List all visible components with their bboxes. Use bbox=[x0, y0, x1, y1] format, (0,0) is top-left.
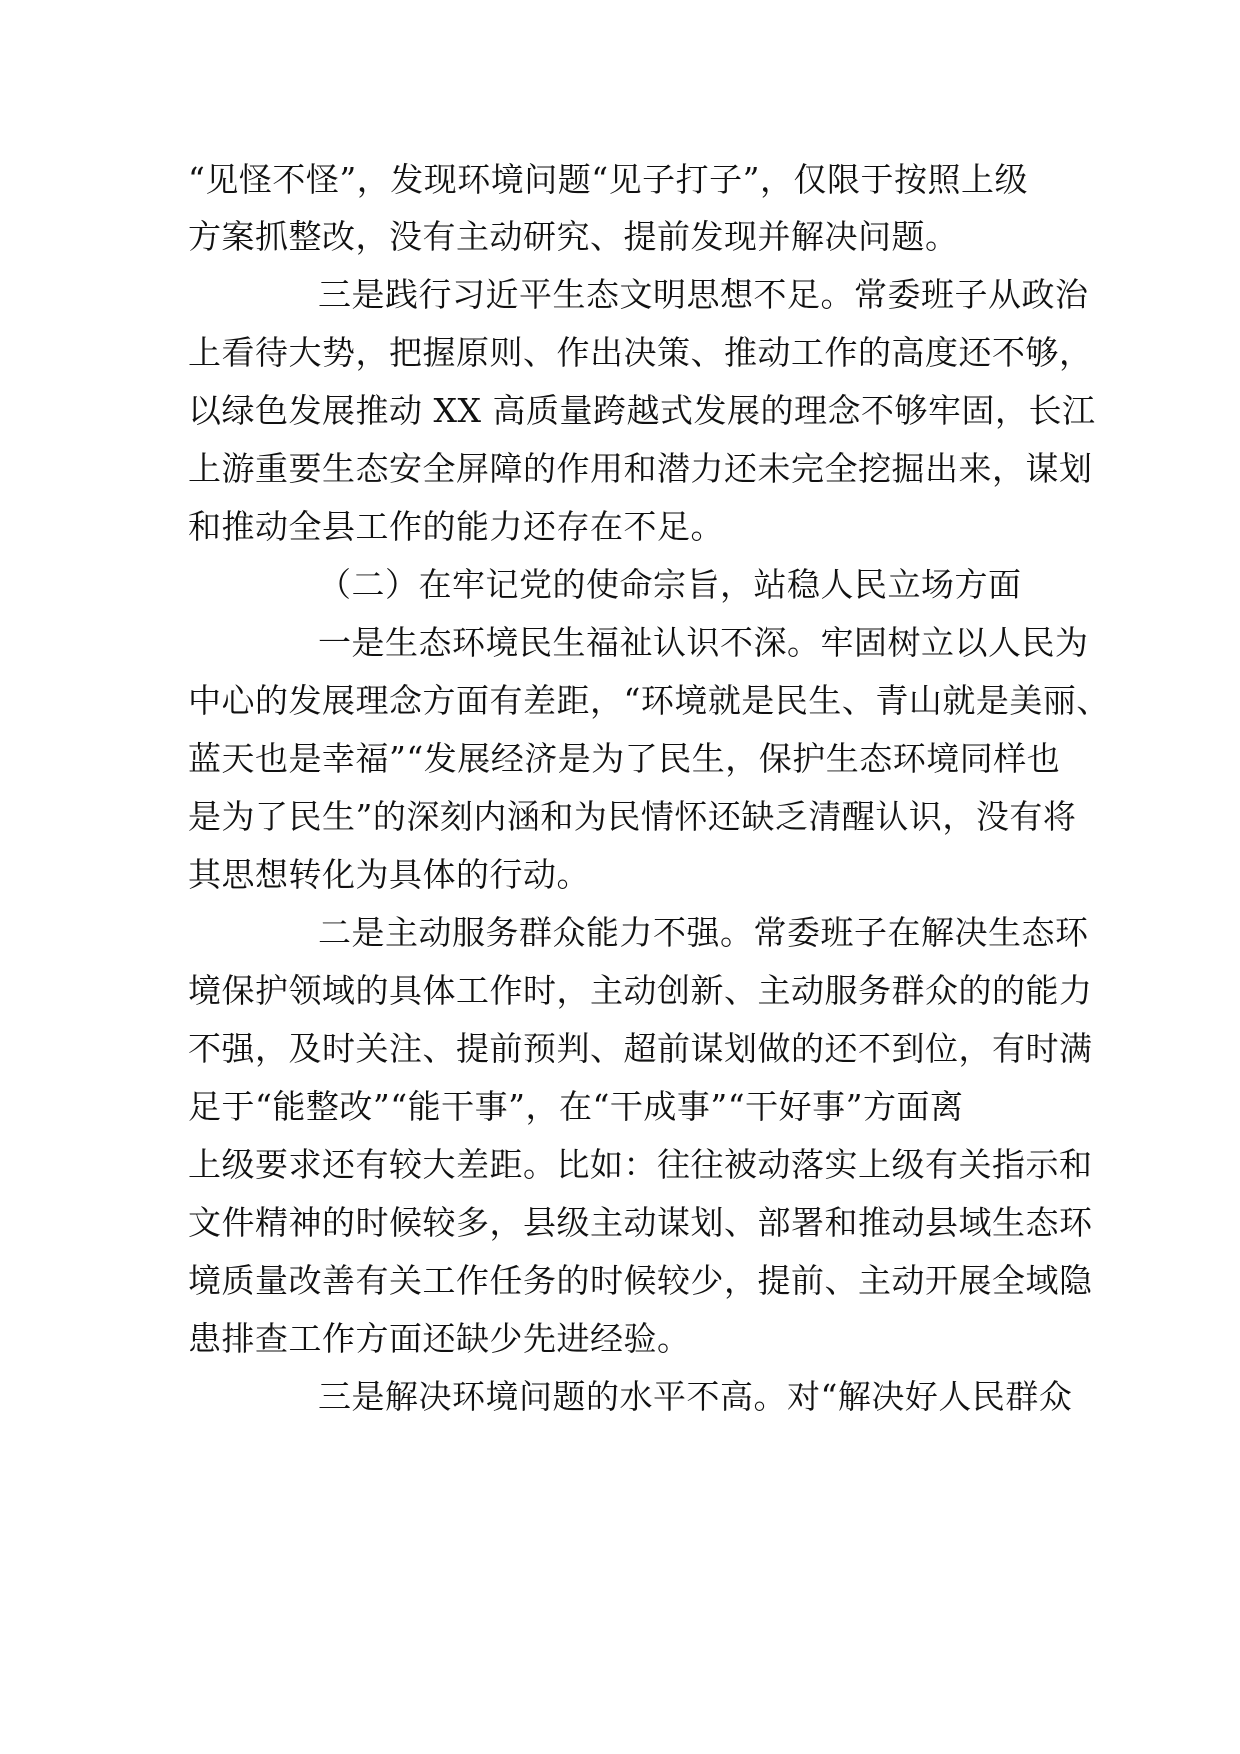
section-heading: （二）在牢记党的使命宗旨，站稳人民立场方面 bbox=[318, 565, 1022, 604]
text-line: 蓝天也是幸福”“发展经济是为了民生，保护生态环境同样也 bbox=[188, 739, 1061, 778]
paragraph-start-line: 一是生态环境民生福祉认识不深。牢固树立以人民为 bbox=[318, 623, 1089, 662]
paragraph-start-line: 二是主动服务群众能力不强。常委班子在解决生态环 bbox=[318, 913, 1089, 952]
text-line: 上级要求还有较大差距。比如：往往被动落实上级有关指示和 bbox=[188, 1145, 1093, 1184]
paragraph-start-line: 三是践行习近平生态文明思想不足。常委班子从政治 bbox=[318, 275, 1089, 314]
text-line: 中心的发展理念方面有差距，“环境就是民生、青山就是美丽、 bbox=[188, 681, 1110, 720]
text-line: “见怪不怪”，发现环境问题“见子打子”，仅限于按照上级 bbox=[188, 160, 1028, 199]
text-line: 境质量改善有关工作任务的时候较少，提前、主动开展全域隐 bbox=[188, 1261, 1093, 1300]
text-line: 方案抓整改，没有主动研究、提前发现并解决问题。 bbox=[188, 217, 959, 256]
text-line: 和推动全县工作的能力还存在不足。 bbox=[188, 507, 724, 546]
text-line: 是为了民生”的深刻内涵和为民情怀还缺乏清醒认识，没有将 bbox=[188, 797, 1077, 836]
paragraph-start-line: 三是解决环境问题的水平不高。对“解决好人民群众 bbox=[318, 1377, 1073, 1416]
text-line: 其思想转化为具体的行动。 bbox=[188, 855, 590, 894]
text-line: 境保护领域的具体工作时，主动创新、主动服务群众的的能力 bbox=[188, 971, 1093, 1010]
text-line: 上看待大势，把握原则、作出决策、推动工作的高度还不够， bbox=[188, 333, 1093, 372]
text-line: 不强，及时关注、提前预判、超前谋划做的还不到位，有时满 bbox=[188, 1029, 1093, 1068]
text-line: 上游重要生态安全屏障的作用和潜力还未完全挖掘出来，谋划 bbox=[188, 449, 1093, 488]
text-line: 文件精神的时候较多，县级主动谋划、部署和推动县域生态环 bbox=[188, 1203, 1093, 1242]
text-line: 患排查工作方面还缺少先进经验。 bbox=[188, 1319, 691, 1358]
text-line: 以绿色发展推动 XX 高质量跨越式发展的理念不够牢固，长江 bbox=[188, 391, 1096, 430]
text-line: 足于“能整改”“能干事”，在“干成事”“干好事”方面离 bbox=[188, 1087, 964, 1126]
